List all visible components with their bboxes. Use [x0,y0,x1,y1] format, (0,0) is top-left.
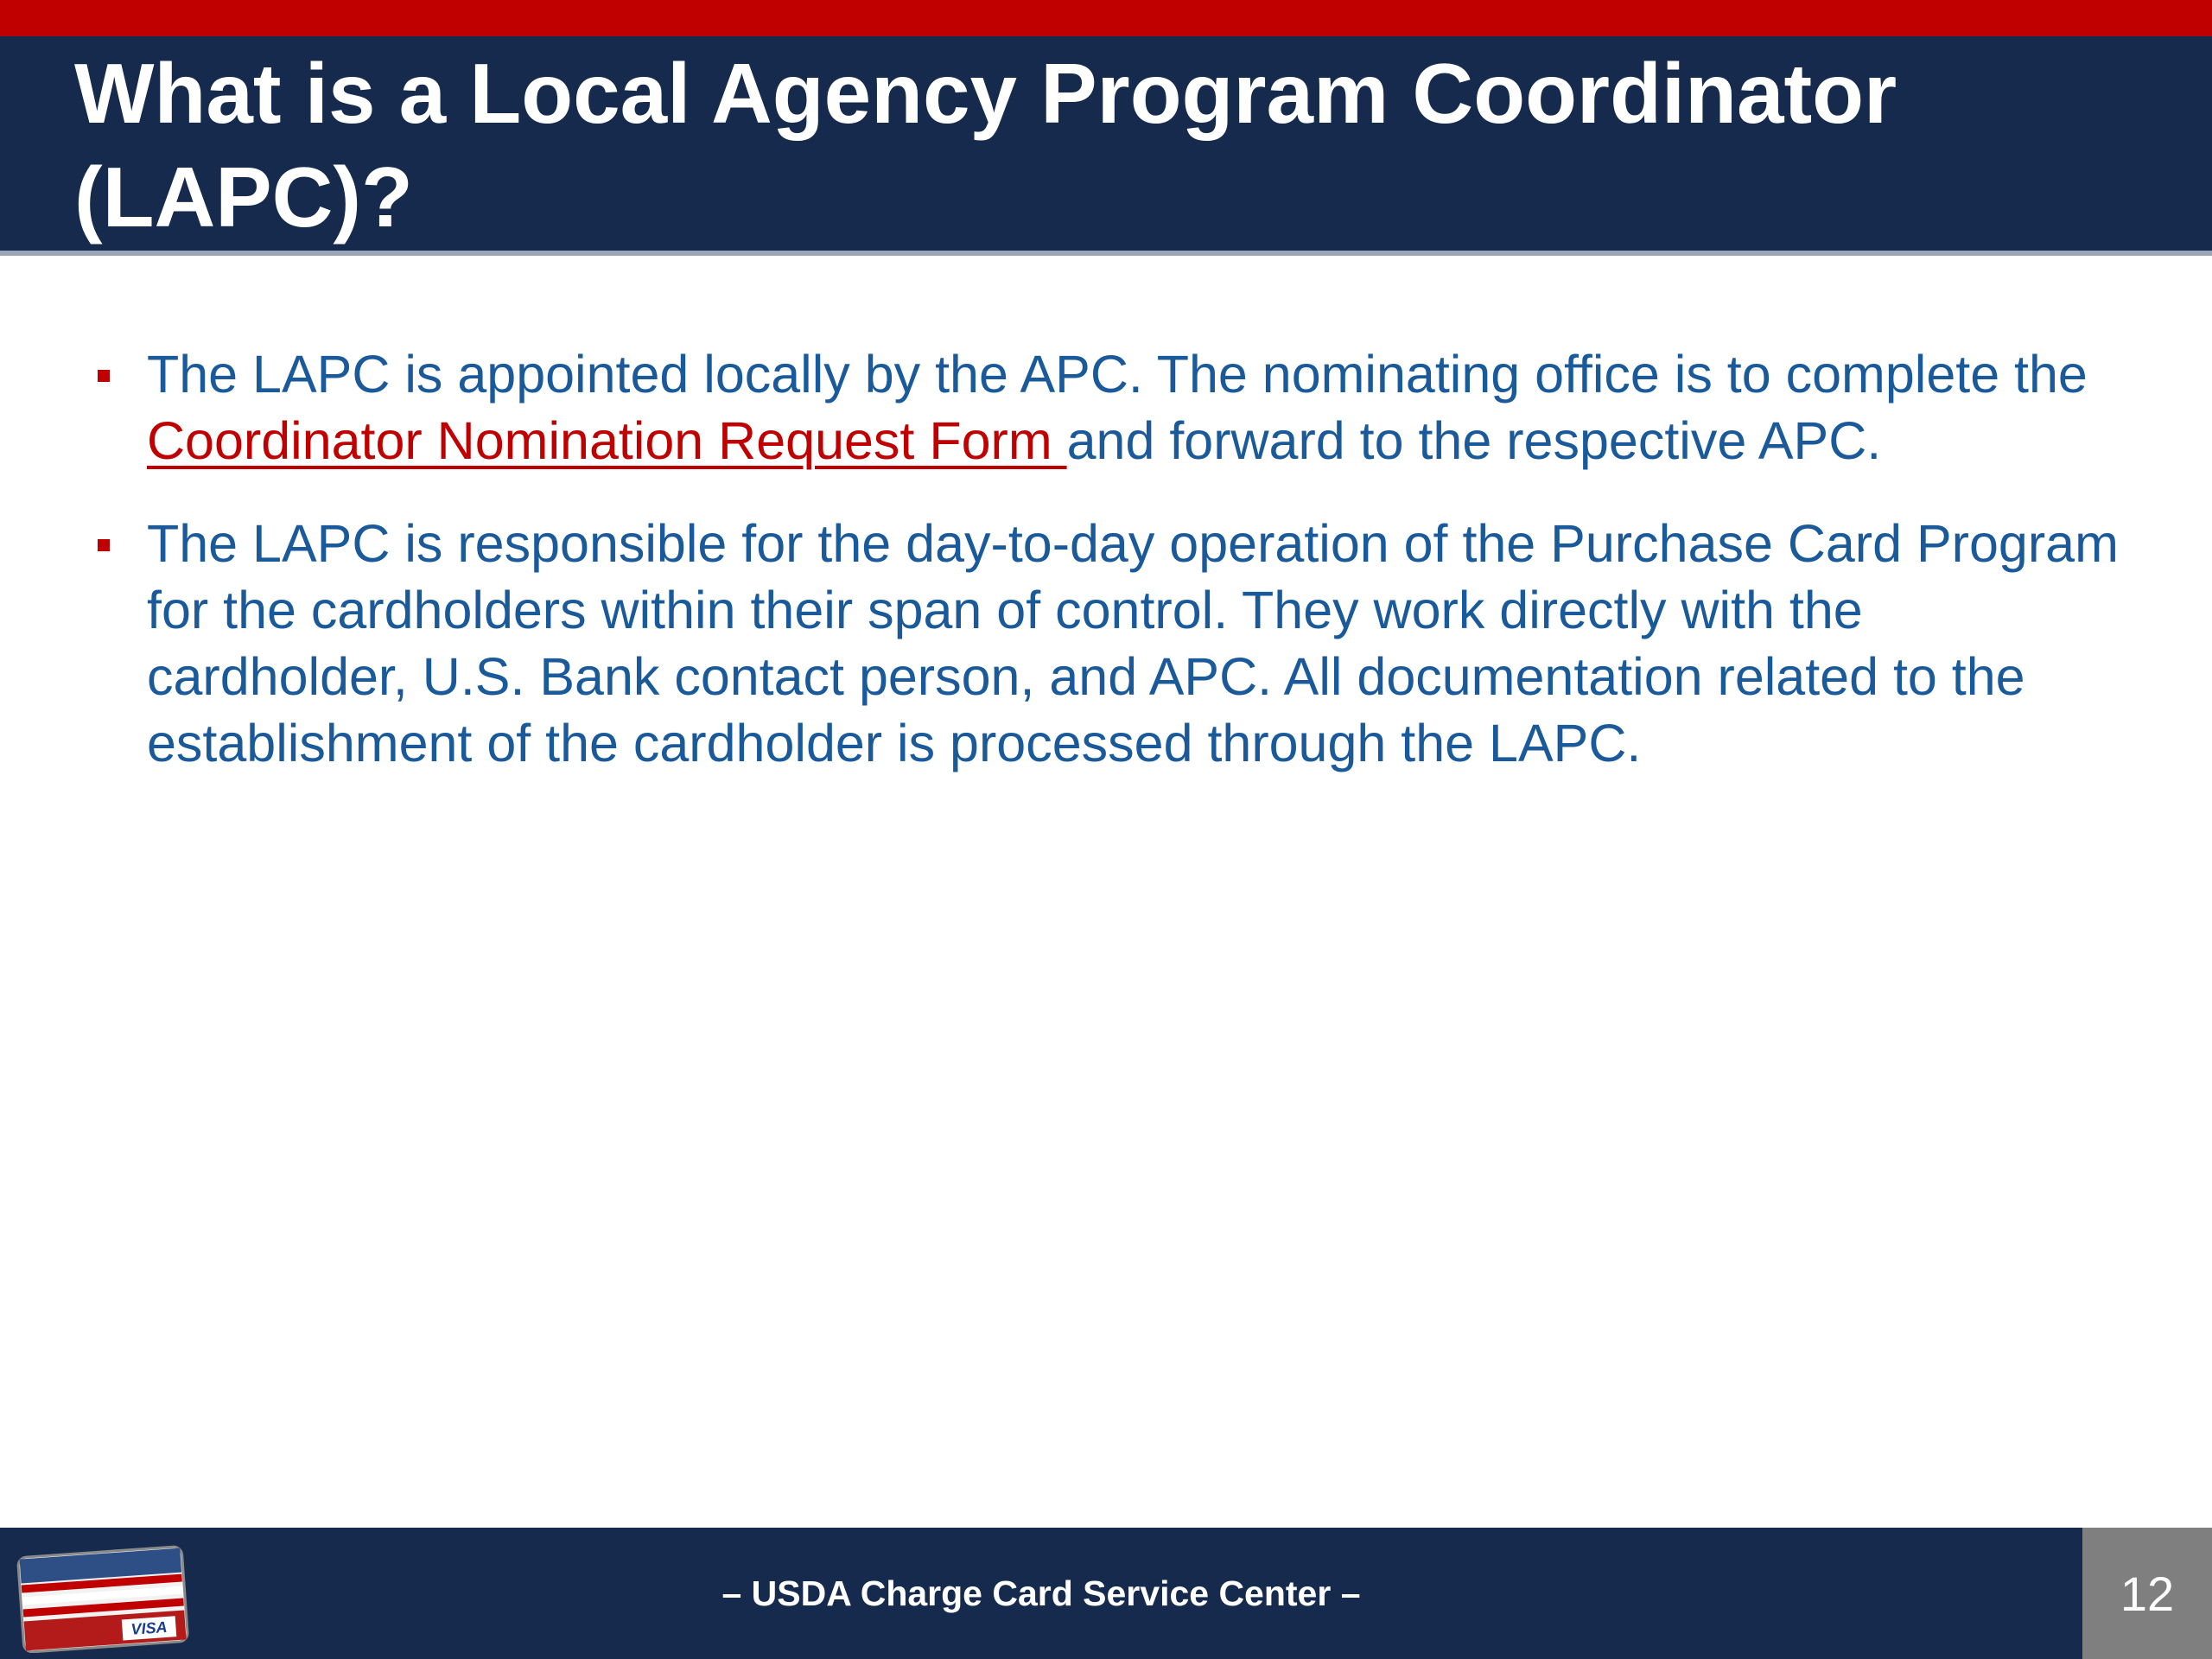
page-number: 12 [2082,1528,2212,1659]
nomination-form-link[interactable]: Coordinator Nomination Request Form [147,411,1067,470]
bullet-item [95,511,2126,777]
bullet-text: and forward to the respective APC. [1066,411,1882,470]
footer-bar [0,1528,2212,1659]
bullet-item [95,341,2126,474]
bullet-square-icon [98,370,110,382]
footer-caption: – USDA Charge Card Service Center – [721,1573,1361,1613]
bullet-text: The LAPC is responsible for the day-to-day operation of the Purchase Card Program for the cardholders within their span of control. They work directly with the cardholder, U.S. Bank contact person, and APC. All documentation related to the establishment of the cardholder is processed through the LAPC. [147,514,2119,772]
bullet-text: The LAPC is appointed locally by the APC. The nominating office is to complete the [147,345,2088,404]
slide-body [95,341,2126,777]
title-band-shadow [0,251,2212,256]
top-red-stripe [0,0,2212,36]
svg-text:VISA: VISA [130,1618,168,1638]
slide-title: What is a Local Agency Program Coordinator (LAPC)? [74,46,1897,245]
bullet-square-icon [98,539,110,551]
